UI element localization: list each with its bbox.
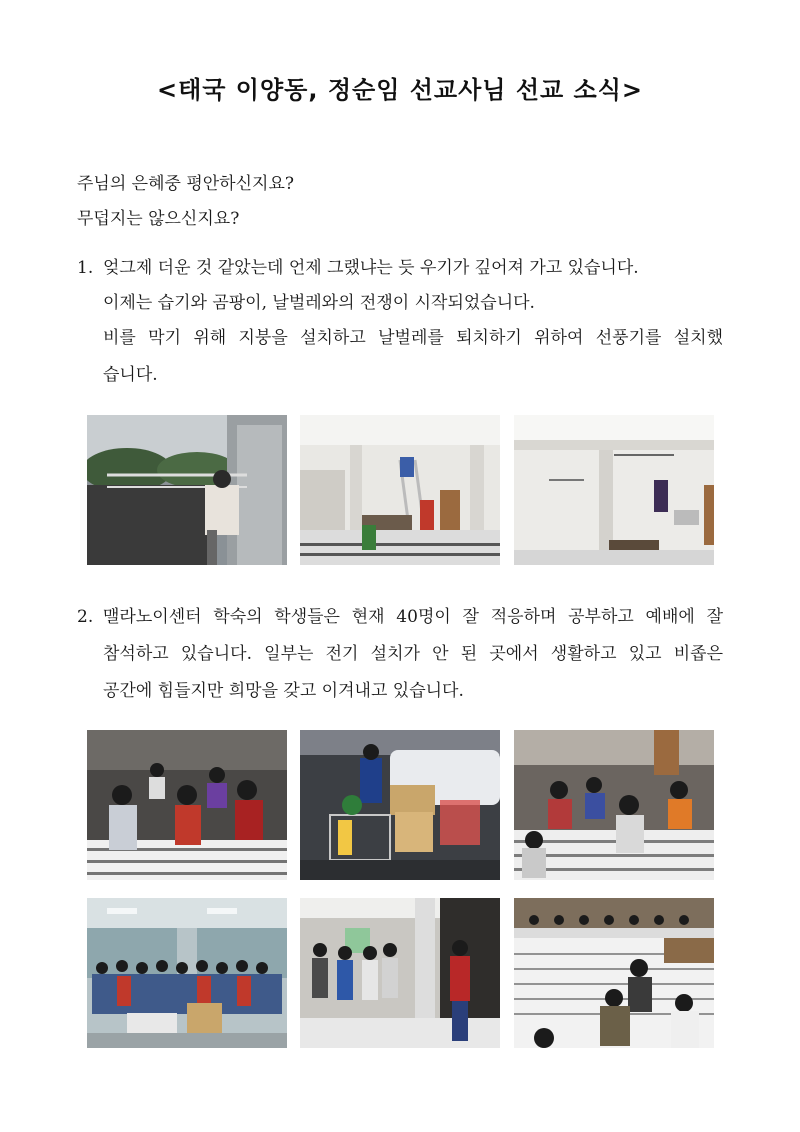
photo-students-worship — [514, 730, 714, 880]
photo-students-seated-evening — [87, 730, 287, 880]
photo-supplies-cart — [300, 730, 500, 880]
greeting-line-1: 주님의 은혜중 평안하신지요? — [77, 174, 294, 194]
section-1-number: 1. — [77, 258, 94, 278]
section-2-line-3: 공간에 힘들지만 희망을 갖고 이겨내고 있습니다. — [103, 681, 464, 701]
section-1-line-2: 이제는 습기와 곰팡이, 날벌레와의 전쟁이 시작되었습니다. — [103, 293, 535, 313]
photo-fan-installation — [300, 415, 500, 565]
greeting-line-2: 무덥지는 않으신지요? — [77, 209, 240, 229]
section-2-number: 2. — [77, 607, 94, 627]
photo-students-standing — [300, 898, 500, 1048]
page-title: <태국 이양동, 정순임 선교사님 선교 소식> — [156, 76, 644, 104]
section-2-line-2: 참석하고 있습니다. 일부는 전기 설치가 안 된 곳에서 생활하고 있고 비좁은 — [103, 644, 723, 664]
section-2-line-1: 맬라노이센터 학숙의 학생들은 현재 40명이 잘 적응하며 공부하고 예배에 잘 — [103, 607, 723, 627]
photo-students-meeting — [514, 898, 714, 1048]
photo-group-with-donations — [87, 898, 287, 1048]
section-1-line-1: 엊그제 더운 것 같았는데 언제 그랬냐는 듯 우기가 깊어져 가고 있습니다. — [103, 258, 639, 278]
photo-roof-installation — [87, 415, 287, 565]
photo-ceiling-fans — [514, 415, 714, 565]
section-1-line-3: 비를 막기 위해 지붕을 설치하고 날벌레를 퇴치하기 위하여 선풍기를 설치했 — [103, 328, 723, 348]
section-1-line-4: 습니다. — [103, 365, 158, 385]
